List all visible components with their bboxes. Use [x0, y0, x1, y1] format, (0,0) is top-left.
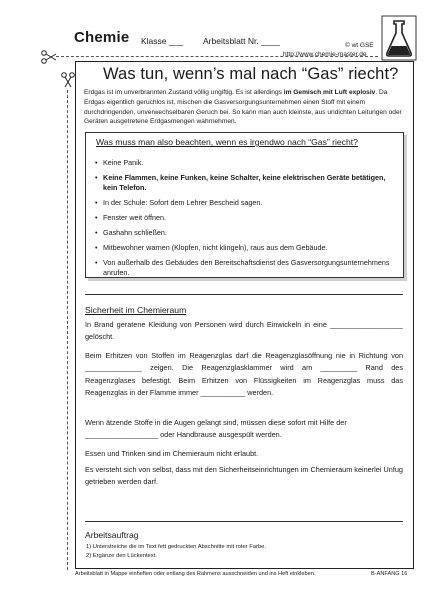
list-item: • In der Schule: Sofort dem Lehrer Bescheid sagen.: [95, 197, 263, 207]
intro-bold: im Gemisch mit Luft explosiv: [283, 89, 376, 96]
website-url: http://www.chemie-master.de: [283, 51, 367, 58]
gas-rules-list: [95, 158, 395, 277]
cut-line-left: [67, 90, 68, 570]
list-item: • Keine Panik.: [95, 158, 144, 167]
task-item: 2) Ergänze den Lückentext.: [86, 553, 157, 559]
intro-paragraph: [84, 88, 404, 127]
intro-text-1: Erdgas ist im unverbrannten Zustand völlig ungiftig. Es ist allerdings: [84, 89, 284, 96]
gas-rules-box-title: Was muss man also beachten, wenn es irgendwo nach “Gas” riecht?: [96, 137, 358, 147]
task-item: 1) Unterstreiche die im Text fett gedruckten Abschnitte mit roter Farbe.: [86, 544, 266, 550]
scissors-icon-left: [61, 72, 75, 88]
list-item: • Gashahn schließen.: [95, 227, 167, 237]
list-item: • Fenster weit öffnen.: [95, 212, 166, 222]
scissors-icon-top: [41, 50, 57, 64]
list-item: • Keine Flammen, keine Funken, keine Schalter, keine elektrischen Geräte betätigen, kein Telefon.: [95, 173, 386, 192]
subject-title: Chemie: [74, 29, 130, 46]
task-list: [86, 543, 266, 561]
cloze-paragraph-3: Wenn ätzende Stoffe in die Augen gelangt sind, müssen diese sofort mit Hilfe der __________________ oder Handbrause ausgespült werden.: [85, 418, 347, 440]
rule-no-food: Essen und Trinken sind im Chemieraum nicht erlaubt.: [85, 449, 259, 458]
flask-logo-icon: [381, 15, 417, 61]
list-item: • Mitbewohner warnen (Klopfen, nicht klingeln), raus aus dem Gebäude.: [95, 243, 328, 253]
section-divider: [85, 294, 403, 295]
footer-code: B-ANFANG 16: [371, 571, 408, 577]
cut-line-top: [56, 56, 378, 57]
sheet-number-label: Arbeitsblatt Nr. ____: [203, 36, 281, 46]
list-item: • Von außerhalb des Gebäudes den Bereitschaftsdienst des Gasversorgungsunternehmens anrufen.: [95, 258, 390, 277]
page-title: Was tun, wenn’s mal nach “Gas” riecht?: [103, 65, 399, 83]
class-label: Klasse ___: [141, 36, 184, 46]
copyright-text: © wt GSE: [345, 42, 374, 49]
section-heading: Sicherheit im Chemieraum: [85, 305, 187, 315]
rule-safety-equipment: Es versteht sich von selbst, dass mit den Sicherheitseinrichtungen im Chemieraum keinerlei Unfug getrieben werden darf.: [85, 465, 403, 487]
task-heading: Arbeitsauftrag: [85, 530, 139, 540]
task-divider: [85, 521, 403, 522]
footer-instruction: Arbeitsblatt in Mappe einheften oder entlang des Rahmens ausschneiden und ins Heft einkleben.: [75, 571, 316, 577]
intro-text-2: . Da Erdgas eigentlich geruchlos ist, mischen die Gasversorgungsunternehmen einen Stoff mit einem durchdringenden, unverwechselbaren Geruch bei. So kann man auch kleinste, aus undichten Leitungen oder Geräten ausgetretene Erdgasmengen wahrnehmen.: [84, 89, 402, 126]
cloze-paragraph-2: Beim Erhitzen von Stoffen im Reagenzglas darf die Reagenzglasöffnung nie in Richtung von ______________ zeigen. Die Reagenzglasklammer wird am _________ Rand des Reagenzglases befestigt. Beim Erhitzen von Flüssigkeiten im Reagenzglas muss das Reagenzglas in der Flamme immer ___________ werden.: [85, 351, 403, 398]
cloze-paragraph-1: In Brand geratene Kleidung von Personen wird durch Einwickeln in eine __________________ gelöscht.: [85, 320, 403, 342]
